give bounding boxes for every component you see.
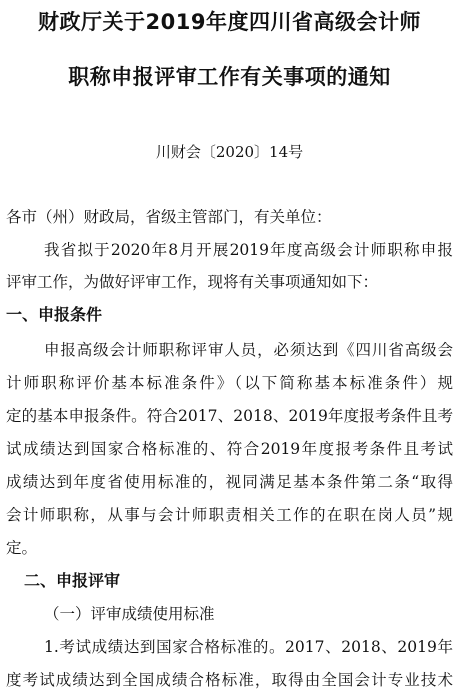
section-2-item-1-line-2: 度考试成绩达到全国成绩合格标准，取得由全国会计专业技术 [6,671,453,689]
intro-line-1: 我省拟于2020年8月开展2019年度高级会计师职称申报 [44,241,453,259]
section-2-heading: 二、申报评审 [24,571,121,590]
document-title-line-1: 财政厅关于2019年度四川省高级会计师 [38,10,421,34]
intro-line-2: 评审工作，为做好评审工作，现将有关事项通知如下： [6,273,379,291]
section-1-line-1: 申报高级会计师职称评审人员，必须达到《四川省高级会 [44,341,453,359]
section-1-line-6: 会计师职称，从事与会计师职责相关工作的在职在岗人员”规 [6,506,453,524]
document-title-line-2: 职称申报评审工作有关事项的通知 [68,65,391,89]
document-number: 川财会〔2020〕14号 [155,143,304,161]
section-1-line-4: 试成绩达到国家合格标准的、符合2019年度报考条件且考试 [6,440,453,458]
salutation: 各市（州）财政局，省级主管部门，有关单位： [6,208,332,226]
section-2-item-1-line-1: 1.考试成绩达到国家合格标准的。2017、2018、2019年 [44,638,453,656]
section-1-line-3: 定的基本申报条件。符合2017、2018、2019年度报考条件且考 [6,407,453,425]
section-1-line-5: 成绩达到年度省使用标准的，视同满足基本条件第二条“取得 [6,473,453,491]
section-1-heading: 一、申报条件 [6,305,103,324]
section-2-subheading-1: （一）评审成绩使用标准 [44,605,215,623]
section-1-line-7: 定。 [6,539,38,557]
section-1-line-2: 计师职称评价基本标准条件》（以下简称基本标准条件）规 [6,374,453,392]
